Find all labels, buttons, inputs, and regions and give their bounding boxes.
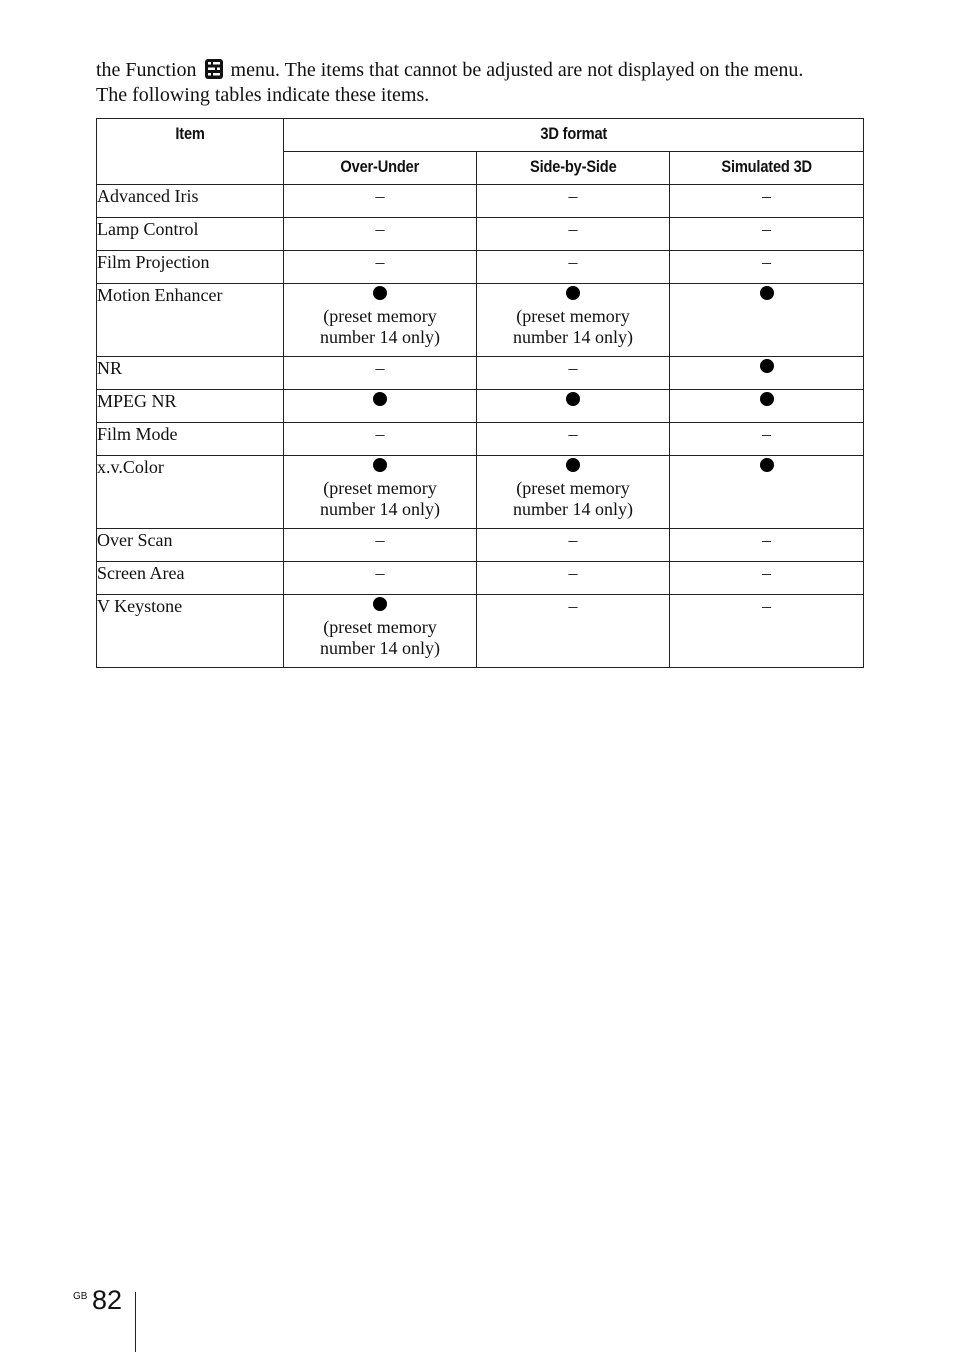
supported-dot-icon xyxy=(566,458,580,472)
cell-value xyxy=(670,284,864,357)
table-row xyxy=(97,251,864,284)
table-row xyxy=(97,357,864,390)
cell-note-line: number 14 only) xyxy=(513,499,633,519)
header-over-under: Over-Under xyxy=(284,152,477,185)
function-menu-icon xyxy=(204,58,224,80)
supported-dot-icon xyxy=(760,359,774,373)
cell-note-line: (preset memory xyxy=(516,478,630,498)
cell-value xyxy=(670,390,864,423)
table-row xyxy=(97,595,864,668)
cell-value xyxy=(284,562,477,595)
cell-value xyxy=(477,595,670,668)
row-item-label: Screen Area xyxy=(97,562,284,595)
intro-line-1 xyxy=(96,58,876,83)
cell-note-line: (preset memory xyxy=(323,306,437,326)
not-supported-dash: – xyxy=(762,596,771,616)
cell-value xyxy=(670,251,864,284)
cell-value xyxy=(670,357,864,390)
cell-value xyxy=(477,456,670,529)
supported-dot-icon xyxy=(373,392,387,406)
intro-line-2: The following tables indicate these items. xyxy=(96,84,430,106)
row-item-label: Lamp Control xyxy=(97,218,284,251)
cell-value xyxy=(284,218,477,251)
cell-note-line: number 14 only) xyxy=(320,638,440,658)
not-supported-dash: – xyxy=(568,252,578,272)
cell-note-line: (preset memory xyxy=(323,478,437,498)
supported-dot-icon xyxy=(760,458,774,472)
row-item-label: Motion Enhancer xyxy=(97,284,284,357)
cell-value xyxy=(670,185,864,218)
not-supported-dash: – xyxy=(568,358,578,378)
intro-paragraph xyxy=(96,58,876,108)
not-supported-dash: – xyxy=(375,358,385,378)
not-supported-dash: – xyxy=(762,563,771,583)
cell-value xyxy=(284,595,477,668)
cell-value xyxy=(477,529,670,562)
row-item-label: Film Mode xyxy=(97,423,284,456)
not-supported-dash: – xyxy=(375,186,385,206)
supported-dot-icon xyxy=(760,286,774,300)
not-supported-dash: – xyxy=(762,219,771,239)
cell-value xyxy=(670,218,864,251)
cell-note-line: number 14 only) xyxy=(320,499,440,519)
not-supported-dash: – xyxy=(568,424,578,444)
not-supported-dash: – xyxy=(568,563,578,583)
header-item: Item xyxy=(97,119,284,185)
footer-divider xyxy=(135,1292,136,1352)
header-simulated-3d: Simulated 3D xyxy=(670,152,864,185)
cell-value xyxy=(477,284,670,357)
row-item-label: V Keystone xyxy=(97,595,284,668)
cell-note-line: (preset memory xyxy=(323,617,437,637)
not-supported-dash: – xyxy=(375,252,385,272)
supported-dot-icon xyxy=(566,286,580,300)
cell-value xyxy=(670,423,864,456)
cell-note-line: number 14 only) xyxy=(320,327,440,347)
table-row xyxy=(97,218,864,251)
not-supported-dash: – xyxy=(762,424,771,444)
row-item-label: MPEG NR xyxy=(97,390,284,423)
not-supported-dash: – xyxy=(375,530,385,550)
header-3d-format: 3D format xyxy=(284,119,864,152)
cell-value xyxy=(670,595,864,668)
row-item-label: Film Projection xyxy=(97,251,284,284)
supported-dot-icon xyxy=(760,392,774,406)
not-supported-dash: – xyxy=(375,424,385,444)
header-side-by-side: Side-by-Side xyxy=(477,152,670,185)
cell-value xyxy=(284,456,477,529)
cell-value xyxy=(284,284,477,357)
cell-value xyxy=(477,390,670,423)
cell-value xyxy=(477,185,670,218)
not-supported-dash: – xyxy=(568,596,578,616)
supported-dot-icon xyxy=(373,597,387,611)
cell-value xyxy=(477,357,670,390)
table-row xyxy=(97,185,864,218)
cell-value xyxy=(284,529,477,562)
cell-value xyxy=(477,251,670,284)
cell-value xyxy=(477,562,670,595)
table-row xyxy=(97,423,864,456)
3d-format-table xyxy=(96,118,864,668)
intro-text-before-icon: the Function xyxy=(96,59,197,81)
not-supported-dash: – xyxy=(568,219,578,239)
not-supported-dash: – xyxy=(375,563,385,583)
supported-dot-icon xyxy=(373,286,387,300)
row-item-label: Over Scan xyxy=(97,529,284,562)
cell-value xyxy=(284,423,477,456)
cell-value xyxy=(284,390,477,423)
cell-value xyxy=(284,251,477,284)
region-code: GB xyxy=(73,1291,88,1302)
not-supported-dash: – xyxy=(375,219,385,239)
table-row xyxy=(97,390,864,423)
intro-text-after-icon: menu. The items that cannot be adjusted are not displayed on the menu. xyxy=(230,59,804,81)
page-number: 82 xyxy=(92,1285,123,1315)
row-item-label: NR xyxy=(97,357,284,390)
cell-value xyxy=(670,456,864,529)
cell-note-line: (preset memory xyxy=(516,306,630,326)
cell-value xyxy=(284,357,477,390)
supported-dot-icon xyxy=(373,458,387,472)
cell-value xyxy=(670,562,864,595)
cell-value xyxy=(670,529,864,562)
not-supported-dash: – xyxy=(762,186,771,206)
table-body xyxy=(97,185,864,668)
cell-value xyxy=(477,218,670,251)
supported-dot-icon xyxy=(566,392,580,406)
cell-value xyxy=(284,185,477,218)
table-row xyxy=(97,284,864,357)
row-item-label: Advanced Iris xyxy=(97,185,284,218)
not-supported-dash: – xyxy=(568,530,578,550)
table-row xyxy=(97,562,864,595)
cell-value xyxy=(477,423,670,456)
row-item-label: x.v.Color xyxy=(97,456,284,529)
not-supported-dash: – xyxy=(762,530,771,550)
table-row xyxy=(97,456,864,529)
table-row xyxy=(97,529,864,562)
not-supported-dash: – xyxy=(762,252,771,272)
not-supported-dash: – xyxy=(568,186,578,206)
cell-note-line: number 14 only) xyxy=(513,327,633,347)
